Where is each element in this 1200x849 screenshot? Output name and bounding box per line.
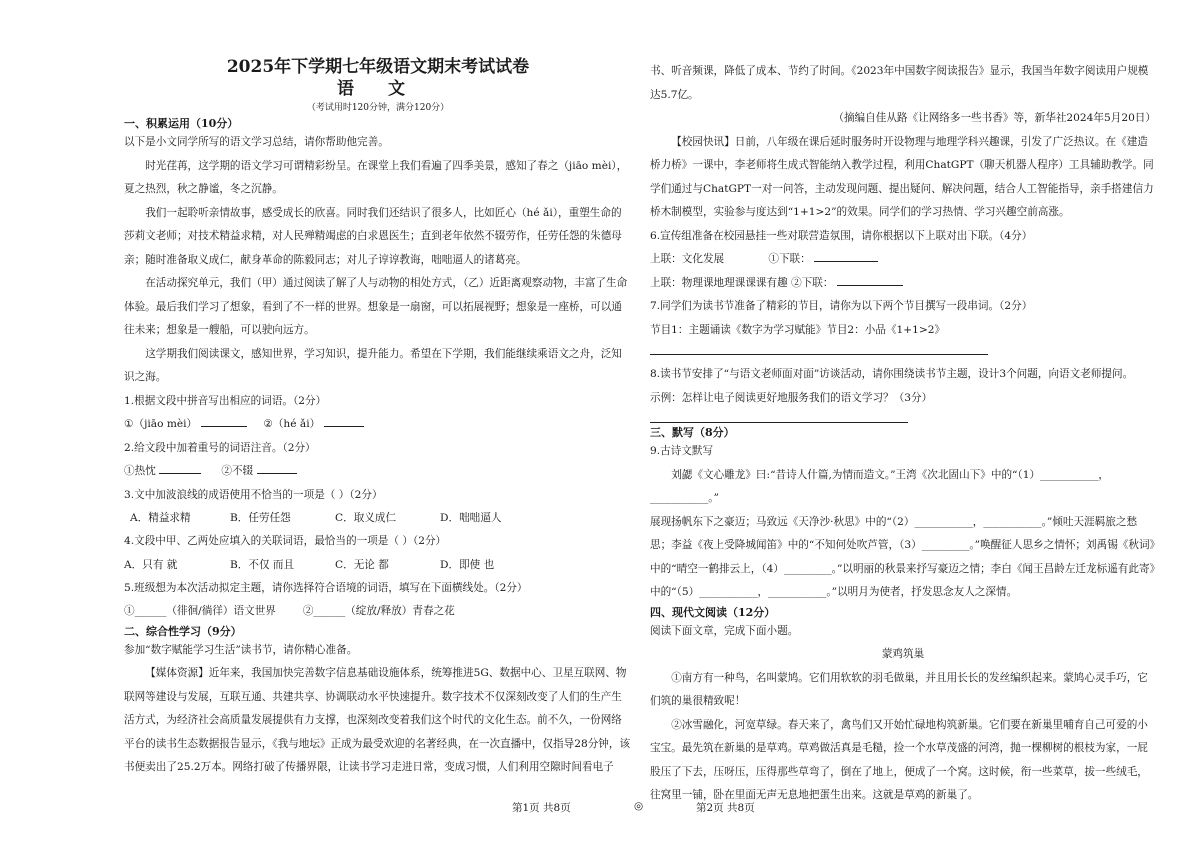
- section-4-heading: 四、现代文阅读（12分）: [650, 605, 776, 619]
- question-4-options: [124, 554, 632, 577]
- source-citation: （摘编自佳从路《让网络多一些书香》等，新华社2024年5月20日）: [833, 112, 1156, 124]
- page-number-right: 第2页 共8页: [696, 802, 755, 814]
- recitation-line-3[interactable]: 思；李益《夜上受降城闻笛》中的“不知何处吹芦管，（3）_________。”唤醒征人思乡之情怀；刘禹锡《秋词》: [650, 539, 1161, 551]
- option-b[interactable]: B．任劳任怨: [230, 512, 291, 524]
- answer-blank[interactable]: [257, 461, 297, 474]
- question-5-blanks: [124, 600, 632, 624]
- couplet-1-upper: 上联：文化发展: [650, 253, 725, 265]
- media-resource-paragraph: 【媒体资源】近年来，我国加快完善数字信息基础设施体系，统筹推进5G、数据中心、卫星互联网、物联网等建设与发展，互联互通、共建共享、协调联动水平快速提升。数字技术不仅深刻改变了人们的生产生活方式，为经济社会高质量发展提供有力支撑，也深刻改变着我们这个时代的文化生态。前不久，一份网络平台的读书生态数据报告显示，《我与地坛》正成为最受欢迎的名著经典，在一次直播中，仅指导28分钟，该书便卖出了25.2万本。网络打破了传播界限，让读书学习走进日常，变成习惯，人们利用空隙时间看电子: [124, 667, 631, 773]
- section-2-heading: 二、综合性学习（9分）: [124, 624, 242, 638]
- page-separator-icon: ◎: [634, 800, 644, 812]
- question-7: 7.同学们为读书节准备了精彩的节目，请你为以下两个节目撰写一段串词。（2分）: [650, 300, 1033, 312]
- recitation-line-2[interactable]: 展现扬帆东下之豪迈；马致远《天净沙·秋思》中的“（2）___________，___________。”倾吐天涯羁旅之愁: [650, 515, 1138, 528]
- question-1: 1.根据文段中拼音写出相应的词语。（2分）: [124, 394, 327, 407]
- answer-blank[interactable]: [324, 414, 364, 427]
- recitation-line-1[interactable]: 刘勰《文心雕龙》曰:“昔诗人什篇,为情而造文。”王湾《次北固山下》中的“（1）___________，___________。”: [650, 468, 1109, 504]
- option-b[interactable]: B．不仅 而且: [230, 558, 295, 571]
- section-2-intro: 参加“数字赋能学习生活”读书节，请你精心准备。: [124, 643, 358, 656]
- answer-blank[interactable]: [837, 273, 903, 286]
- passage-paragraph-1: 时光荏苒，这学期的语文学习可谓精彩纷呈。在课堂上我们看遍了四季美景，感知了春之（jiāo mèi），夏之热烈，秋之静谧，冬之沉静。: [124, 159, 628, 195]
- passage-paragraph-3: 在活动探究单元，我们（甲）通过阅读了解了人与动物的相处方式，（乙）近距离观察动物，丰富了生命体验。最后我们学习了想象，看到了不一样的世界。想象是一扇窗，可以拓展视野；想象是一座桥，可以通往未来；想象是一艘船，可以驶向远方。: [124, 277, 628, 336]
- q1-item-a: ①（jiāo mèi）: [124, 418, 198, 430]
- option-c[interactable]: C．取义成仁: [335, 512, 397, 524]
- question-8: 8.读书节安排了“与语文老师面对面”访谈活动，请你围绕读书节主题，设计3个问题，向语文老师提问。: [650, 368, 1134, 380]
- question-9: 9.古诗文默写: [650, 445, 714, 457]
- q5-item-a[interactable]: ①______（徘徊/徜徉）语文世界: [124, 605, 276, 617]
- option-a[interactable]: A．只有 就: [124, 558, 178, 571]
- couplet-2: [650, 272, 1156, 296]
- recitation-line-5[interactable]: 中的“（5）___________，___________。”以明月为使者，抒发思念友人之深情。: [650, 586, 1018, 598]
- answer-blank[interactable]: [814, 249, 878, 262]
- passage-paragraph-4: 这学期我们阅读课文，感知世界，学习知识，提升能力。希望在下学期，我们能继续乘语文之舟，泛知识之海。: [124, 347, 622, 383]
- q2-item-b: ②不辍: [221, 465, 254, 477]
- couplet-2-upper: 上联：物理课地理课课课有趣: [650, 276, 788, 289]
- answer-blank[interactable]: [201, 414, 247, 427]
- article-paragraph-2: ②冰雪融化，河宽草绿。春天来了，禽鸟们又开始忙碌地构筑新巢。它们要在新巢里哺育自己可爱的小宝宝。最先筑在新巢的是草鸡。草鸡做活真是毛糙，捡一个水草茂盛的河湾，抛一棵柳树的根枝为家，一屁股压了下去，压呀压，压得那些草弯了，倒在了地上，便成了一个窝。这时候，衔一些菜草，拔一些绒毛，往窝里一铺，卧在里面无声无息地把蛋生出来。这就是草鸡的新巢了。: [650, 718, 1148, 801]
- question-8-example: 示例：怎样让电子阅读更好地服务我们的语文学习？（3分）: [650, 391, 933, 404]
- section-3-heading: 三、默写（8分）: [650, 426, 735, 439]
- question-1-blanks: [124, 413, 632, 437]
- question-3: 3.文中加波浪线的成语使用不恰当的一项是（ ）（2分）: [124, 488, 383, 501]
- question-2: 2.给文段中加着重号的词语注音。（2分）: [124, 441, 316, 454]
- right-column: [650, 60, 1161, 808]
- section-1-heading: 一、积累运用（10分）: [124, 117, 239, 130]
- passage-paragraph-2: 我们一起聆听亲情故事，感受成长的欣喜。同时我们还结识了很多人，比如匠心（hé ǎi），重塑生命的莎莉文老师；对技术精益求精，对人民殚精竭虑的白求恩医生；直到老年依然不辍劳作，任劳任怨的朱德母亲；随时准备取义成仁，献身革命的陈毅同志；对儿子谆谆教诲，咄咄逼人的诸葛亮。: [124, 206, 622, 266]
- media-resource-continued: 书、听音频课，降低了成本、节约了时间。《2023年中国数字阅读报告》显示，我国当年数字阅读用户规模达5.7亿。: [650, 65, 1149, 101]
- exam-note: （考试用时120分钟，满分120分）: [306, 103, 450, 113]
- question-2-blanks: [124, 460, 632, 484]
- couplet-1-lower-label: ①下联：: [768, 253, 811, 265]
- q1-item-b: ②（hé ǎi）: [263, 418, 321, 430]
- option-d[interactable]: D．即使 也: [440, 558, 495, 571]
- couplet-2-lower-label: ②下联：: [791, 276, 834, 289]
- option-c[interactable]: C．无论 都: [335, 558, 389, 571]
- question-6: 6.宣传组准备在校园悬挂一些对联营造氛围，请你根据以下上联对出下联。（4分）: [650, 229, 1033, 242]
- answer-line[interactable]: [650, 342, 988, 355]
- article-paragraph-1: ①南方有一种鸟，名叫蒙鸠。它们用软软的羽毛做巢，并且用长长的发丝编织起来。蒙鸠心灵手巧，它们筑的巢很精致呢！: [650, 671, 1148, 707]
- exam-subject: 语 文: [337, 79, 419, 99]
- left-column: [124, 56, 632, 780]
- answer-blank[interactable]: [159, 461, 201, 474]
- campus-news-paragraph: 【校园快讯】日前，八年级在课后延时服务时开设物理与地理学科兴趣课，引发了广泛热议。在《建造桥力桥》一课中，李老师将生成式智能纳入教学过程，利用ChatGPT（聊天机器人程序）工具辅助教学。同学们通过与ChatGPT一对一问答，主动发现问题、提出疑问、解决问题，结合人工智能指导，亲手搭建信力桥木制模型，实验参与度达到“1+1>2”的效果。同学们的学习热情、学习兴趣空前高涨。: [650, 135, 1154, 218]
- couplet-1: [650, 248, 1156, 272]
- recitation-line-4[interactable]: 中的“晴空一鹤排云上，（4）_________。”以明丽的秋景来抒写豪迈之情；李白《闻王昌龄左迁龙标遥有此寄》: [650, 562, 1161, 575]
- answer-line[interactable]: [650, 410, 908, 423]
- exam-title: 2025年下学期七年级语文期末考试试卷: [226, 57, 530, 77]
- q2-item-a: ①热忱: [124, 465, 156, 477]
- page-number-left: 第1页 共8页: [512, 802, 571, 814]
- section-1-intro: 以下是小文同学所写的语文学习总结，请你帮助他完善。: [124, 136, 389, 148]
- q5-item-b[interactable]: ②______（绽放/释放）青春之花: [302, 605, 455, 617]
- option-a[interactable]: A．精益求精: [130, 512, 191, 524]
- question-3-options: [124, 507, 632, 530]
- article-title: 蒙鸡筑巢: [881, 648, 925, 660]
- question-4: 4.文段中甲、乙两处应填入的关联词语，最恰当的一项是（ ）（2分）: [124, 535, 447, 547]
- reading-instruction: 阅读下面文章，完成下面小题。: [650, 624, 799, 637]
- question-7-programs: 节目1：主题诵读《数字为学习赋能》节目2：小品《1+1>2》: [650, 323, 946, 336]
- option-d[interactable]: D．咄咄逼人: [440, 512, 502, 524]
- question-5: 5.班级想为本次活动拟定主题，请你选择符合语境的词语，填写在下面横线处。（2分）: [124, 581, 528, 594]
